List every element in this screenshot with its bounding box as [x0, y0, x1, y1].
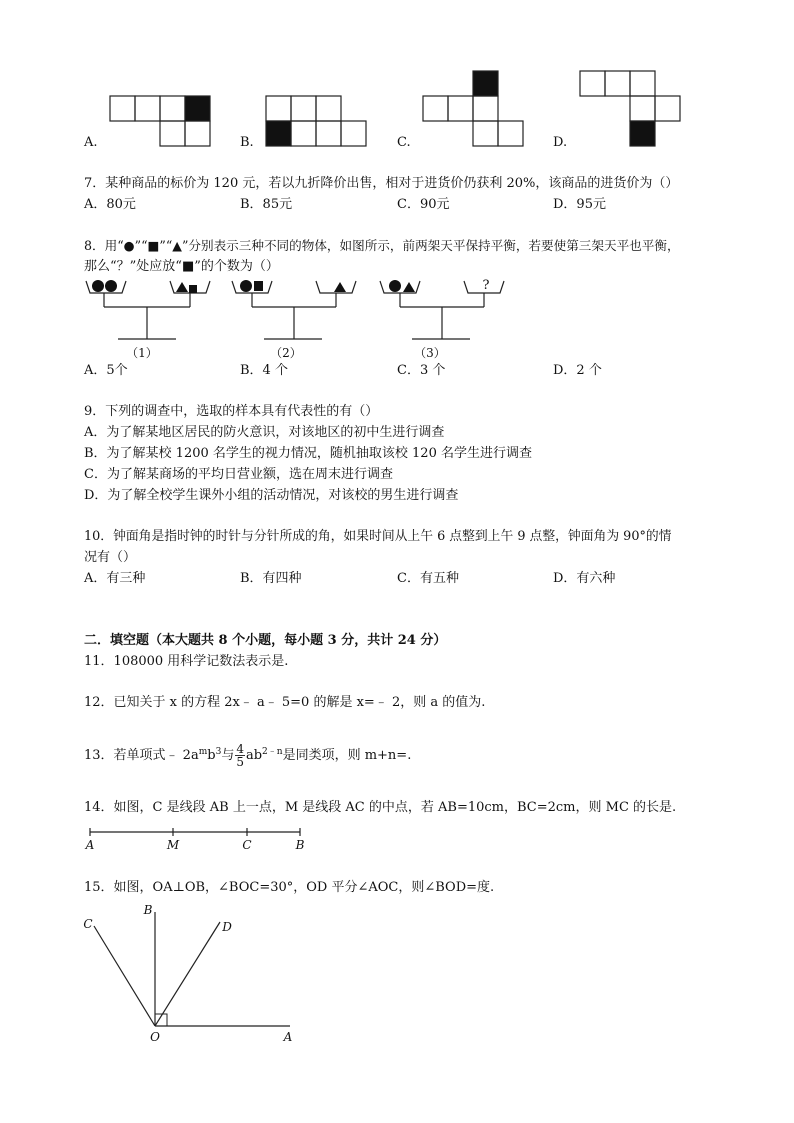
q10-option-a[interactable]: A．有三种	[84, 571, 146, 586]
label-b: B	[295, 838, 305, 852]
q13-exp-m: m	[198, 747, 208, 757]
q9-option-b[interactable]: B．为了解某校 1200 名学生的视力情况，随机抽取该校 120 名学生进行调查	[84, 446, 532, 461]
q11-stem: 11．108000 用科学记数法表示是.	[84, 654, 289, 669]
q13-exp-2n: 2﹣n	[262, 747, 283, 757]
net-d	[580, 71, 680, 146]
label-b: B	[143, 903, 153, 917]
q7-option-b[interactable]: B．85元	[240, 197, 293, 212]
q9-stem: 9．下列的调查中，选取的样本具有代表性的有（）	[84, 404, 379, 419]
question-mark: ?	[482, 278, 490, 293]
label-a: A	[283, 1030, 293, 1044]
caption-2: （2）	[270, 346, 302, 360]
q8-option-c[interactable]: C．3 个	[397, 363, 446, 378]
q10-option-b[interactable]: B．有四种	[240, 571, 302, 586]
q6-option-c[interactable]: C.	[397, 135, 411, 150]
label-a: A	[85, 838, 95, 852]
q8-balance-figures	[0, 275, 794, 360]
label-c: C	[242, 838, 252, 852]
net-b	[266, 96, 366, 146]
q8-stem-line2: 那么“？”处应放“■”的个数为（）	[84, 259, 279, 274]
label-c: C	[83, 917, 93, 931]
q8-option-d[interactable]: D．2 个	[553, 363, 602, 378]
q10-stem-line1: 10．钟面角是指时钟的时针与分针所成的角，如果时间从上午 6 点整到上午 9 点整，钟面角为 90°的情	[84, 529, 672, 544]
q9-option-a[interactable]: A．为了解某地区居民的防火意识，对该地区的初中生进行调查	[84, 425, 445, 440]
net-a	[110, 96, 210, 146]
caption-3: （3）	[414, 346, 446, 360]
q10-option-c[interactable]: C．有五种	[397, 571, 459, 586]
label-m: M	[166, 838, 180, 852]
q7-option-c[interactable]: C．90元	[397, 197, 450, 212]
q13-with: 与	[221, 748, 235, 763]
section2-heading: 二．填空题（本大题共 8 个小题，每小题 3 分，共计 24 分）	[84, 633, 447, 648]
q12-stem: 12．已知关于 x 的方程 2x﹣ a﹣ 5=0 的解是 x=﹣ 2，则 a 的值为.	[84, 695, 486, 710]
q7-stem: 7．某种商品的标价为 120 元，若以九折降价出售，相对于进货价仍获利 20%，该商品的进货价为（）	[84, 176, 679, 191]
q13-prefix: 13．若单项式﹣ 2a	[84, 748, 199, 763]
q6-option-d[interactable]: D.	[553, 135, 568, 150]
q7-option-d[interactable]: D．95元	[553, 197, 606, 212]
q14-segment-figure	[80, 822, 320, 854]
caption-1: （1）	[126, 346, 158, 360]
q6-option-a[interactable]: A.	[84, 135, 98, 150]
q9-option-c[interactable]: C．为了解某商场的平均日营业额，选在周末进行调查	[84, 467, 393, 482]
q8-option-b[interactable]: B．4 个	[240, 363, 288, 378]
q8-stem-line1: 8．用“●”“■”“▲”分别表示三种不同的物体，如图所示，前两架天平保持平衡，若要使第三架天平也平衡，	[84, 238, 680, 253]
q13-fraction	[235, 743, 245, 768]
net-c	[423, 71, 523, 146]
q13-stem	[84, 738, 411, 770]
label-o: O	[150, 1030, 160, 1044]
q13-suffix: 是同类项，则 m+n=.	[282, 748, 412, 763]
balance-1	[86, 280, 210, 339]
q10-option-d[interactable]: D．有六种	[553, 571, 616, 586]
q9-option-d[interactable]: D．为了解全校学生课外小组的活动情况，对该校的男生进行调查	[84, 488, 459, 503]
q13-frac-num: 4	[236, 742, 244, 756]
q13-b: b	[207, 748, 216, 763]
label-d: D	[222, 920, 232, 934]
q8-option-a[interactable]: A．5个	[84, 363, 128, 378]
q15-stem: 15．如图，OA⊥OB，∠BOC=30°，OD 平分∠AOC，则∠BOD=度.	[84, 880, 495, 895]
q6-option-b[interactable]: B.	[240, 135, 254, 150]
q14-stem: 14．如图，C 是线段 AB 上一点，M 是线段 AC 的中点，若 AB=10cm，BC=2cm，则 MC 的长是.	[84, 800, 677, 815]
q15-angle-figure	[80, 898, 310, 1046]
balance-2	[232, 280, 356, 339]
q13-frac-den: 5	[236, 755, 244, 769]
q10-stem-line2: 况有（）	[84, 550, 137, 565]
q13-exp-3: 3	[215, 747, 222, 757]
q13-ab: ab	[245, 748, 263, 763]
q7-option-a[interactable]: A．80元	[84, 197, 136, 212]
